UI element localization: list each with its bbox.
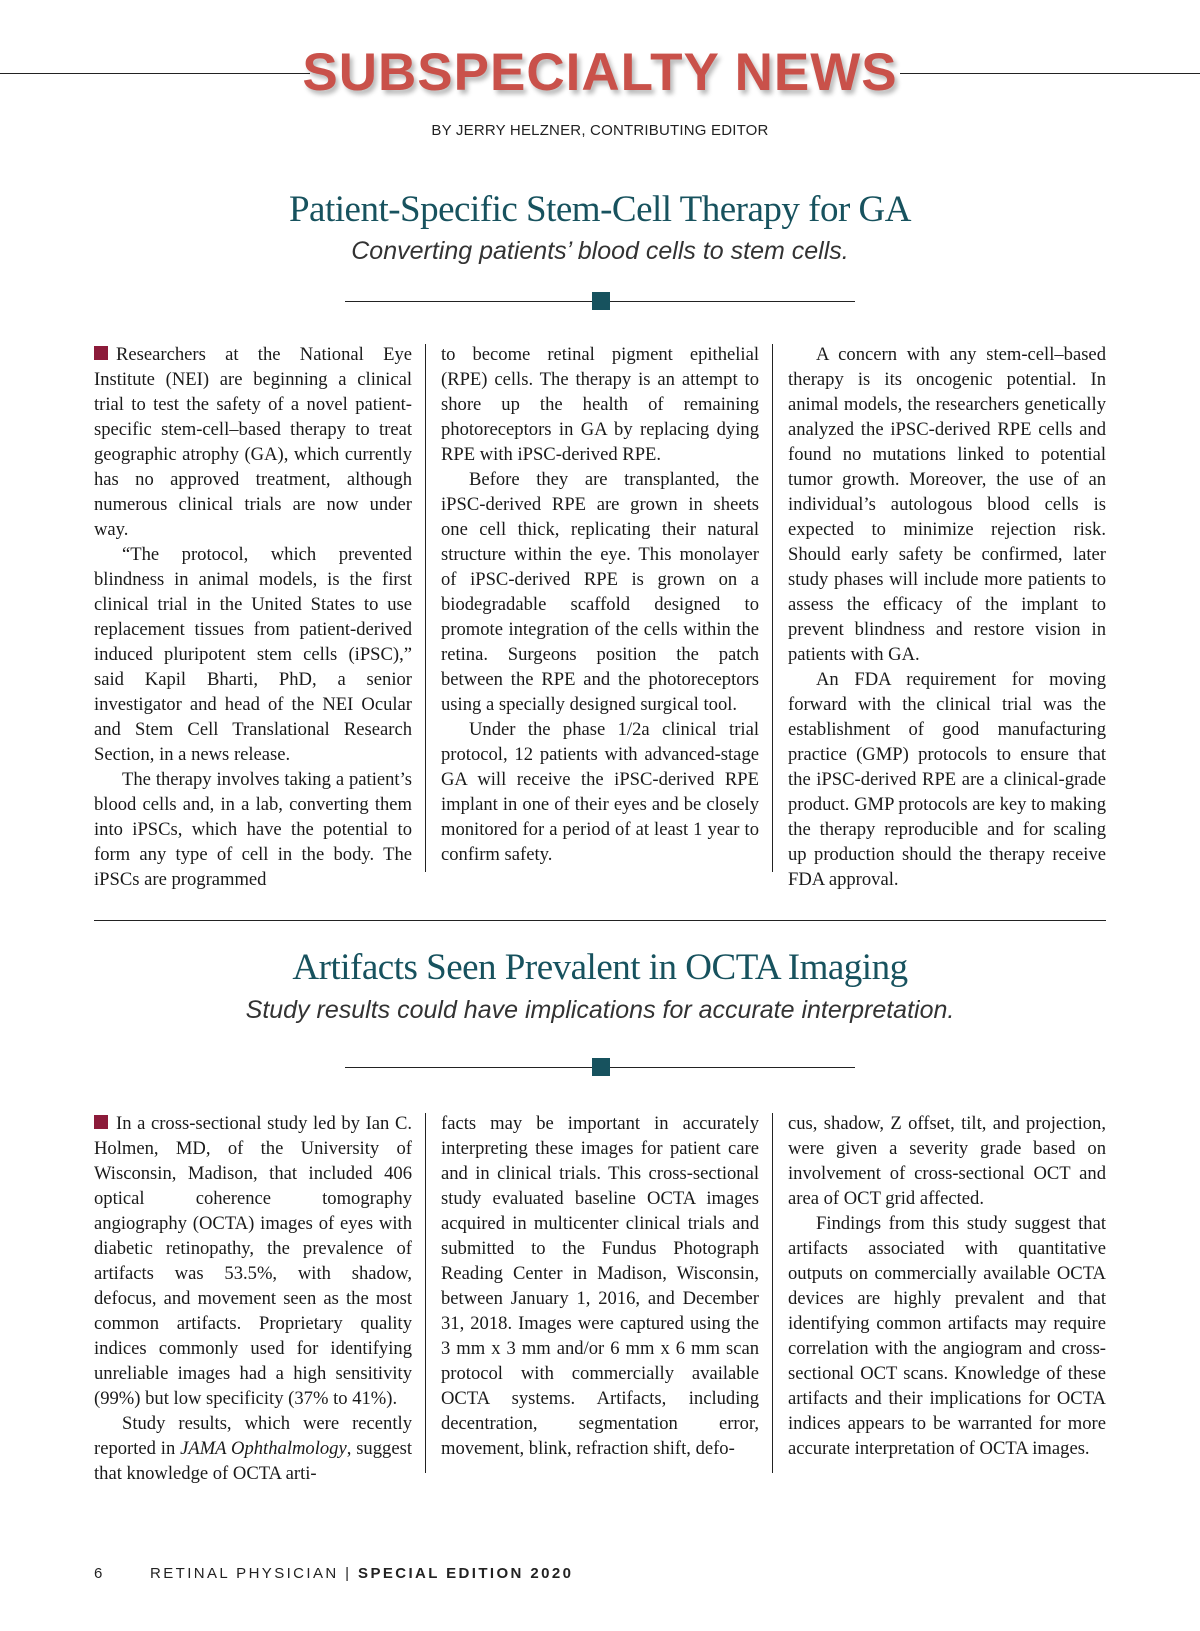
article1-divider xyxy=(345,290,855,312)
byline: BY JERRY HELZNER, CONTRIBUTING EDITOR xyxy=(431,122,769,139)
column-divider xyxy=(772,1113,773,1473)
article-start-bullet-icon xyxy=(94,346,108,360)
paragraph: facts may be important in accurately interpreting these images for patient care and in clinical trials. This cross-sectional study evaluated baseline OCTA images acquired in multicenter clinical trials and submitted to the Fundus Photograph Reading Center in Madison, Wisconsin, between January 1, 2016, and December 31, 2018. Images were captured using the 3 mm x 3 mm and/or 6 mm x 6 mm scan protocol with commercially available OCTA systems. Artifacts, including decentration, segmentation error, movement, blink, refraction shift, defo- xyxy=(441,1113,759,1459)
article1-deck: Converting patients’ blood cells to stem cells. xyxy=(351,237,849,265)
article2-divider xyxy=(345,1056,855,1078)
column-divider xyxy=(425,1113,426,1473)
article2-column-3 xyxy=(788,1111,1106,1461)
article2-column-2 xyxy=(441,1111,759,1461)
paragraph: In a cross-sectional study led by Ian C. Holmen, MD, of the University of Wisconsin, Madison, that included 406 optical coherence tomography angiography (OCTA) images of eyes with diabetic retinopathy, the prevalence of artifacts was 53.5%, with shadow, defocus, and movement seen as the most common artifacts. Proprietary quality indices commonly used for identifying unreliable images had a high sensitivity (99%) but low specificity (37% to 41%). xyxy=(94,1113,412,1409)
article-start-bullet-icon xyxy=(94,1115,108,1129)
article-separator xyxy=(94,920,1106,921)
article1-column-3 xyxy=(788,342,1106,892)
section-title: SUBSPECIALTY NEWS xyxy=(302,43,898,102)
divider-square-icon xyxy=(592,292,610,310)
article1-column-2 xyxy=(441,342,759,867)
edition-label: SPECIAL EDITION 2020 xyxy=(358,1565,574,1582)
article2-deck: Study results could have implications for accurate interpretation. xyxy=(245,996,955,1024)
column-divider xyxy=(772,344,773,872)
divider-square-icon xyxy=(592,1058,610,1076)
paragraph: Under the phase 1/2a clinical trial protocol, 12 patients with advanced-stage GA will receive the iPSC-derived RPE implant in one of their eyes and be closely monitored for a period of at least 1 year to confirm safety. xyxy=(441,719,759,865)
paragraph: to become retinal pigment epithelial (RPE) cells. The therapy is an attempt to shore up the health of remaining photoreceptors in GA by replacing dying RPE with iPSC-derived RPE. xyxy=(441,344,759,465)
article1-column-1 xyxy=(94,342,412,892)
paragraph: “The protocol, which prevented blindness in animal models, is the first clinical trial in the United States to use replacement tissues from patient-derived induced pluripotent stem cells (iPSC),” said Kapil Bharti, PhD, a senior investigator and head of the NEI Ocular and Stem Cell Translational Research Section, in a news release. xyxy=(94,544,412,765)
paragraph: cus, shadow, Z offset, tilt, and projection, were given a severity grade based on involvement of cross-sectional OCT and area of OCT grid affected. xyxy=(788,1113,1106,1209)
running-footer: RETINAL PHYSICIAN | SPECIAL EDITION 2020 xyxy=(150,1565,574,1582)
journal-name: JAMA Ophthalmology xyxy=(180,1438,347,1459)
paragraph: Researchers at the National Eye Institute (NEI) are beginning a clinical trial to test the safety of a novel patient-specific stem-cell–based therapy to treat geographic atrophy (GA), which currently has no approved treatment, although numerous clinical trials are now under way. xyxy=(94,344,412,540)
article2-column-1 xyxy=(94,1111,412,1486)
paragraph: A concern with any stem-cell–based therapy is its oncogenic potential. In animal models, the researchers genetically analyzed the iPSC-derived RPE cells and found no mutations linked to potential tumor growth. Moreover, the use of an individual’s autologous blood cells is expected to minimize rejection risk. Should early safety be confirmed, later study phases will include more patients to assess the efficacy of the implant to prevent blindness and restore vision in patients with GA. xyxy=(788,344,1106,665)
article2-headline: Artifacts Seen Prevalent in OCTA Imaging xyxy=(292,947,908,988)
paragraph: Findings from this study suggest that artifacts associated with quantitative outputs on commercially available OCTA devices are highly prevalent and that identifying common artifacts may require correlation with the angiogram and cross-sectional OCT scans. Knowledge of these artifacts and their implications for OCTA indices appears to be warranted for more accurate interpretation of OCTA images. xyxy=(788,1213,1106,1459)
paragraph: Before they are transplanted, the iPSC-derived RPE are grown in sheets one cell thick, replicating their natural structure within the eye. This monolayer of iPSC-derived RPE is grown on a biodegradable scaffold designed to promote integration of the cells within the retina. Surgeons position the patch between the RPE and the photoreceptors using a specially designed surgical tool. xyxy=(441,469,759,715)
column-divider xyxy=(425,344,426,872)
article1-headline: Patient-Specific Stem-Cell Therapy for GA xyxy=(288,189,912,230)
paragraph: An FDA requirement for moving forward with the clinical trial was the establishment of good manufacturing practice (GMP) protocols to ensure that the iPSC-derived RPE are a clinical-grade product. GMP protocols are key to making the therapy reproducible and for scaling up production should the therapy receive FDA approval. xyxy=(788,669,1106,890)
paragraph: The therapy involves taking a patient’s blood cells and, in a lab, converting them into iPSCs, which have the potential to form any type of cell in the body. The iPSCs are programmed xyxy=(94,769,412,890)
paragraph: Study results, which were recently reported in JAMA Ophthalmology, suggest that knowledge of OCTA arti- xyxy=(94,1413,412,1484)
page-number: 6 xyxy=(94,1565,103,1582)
